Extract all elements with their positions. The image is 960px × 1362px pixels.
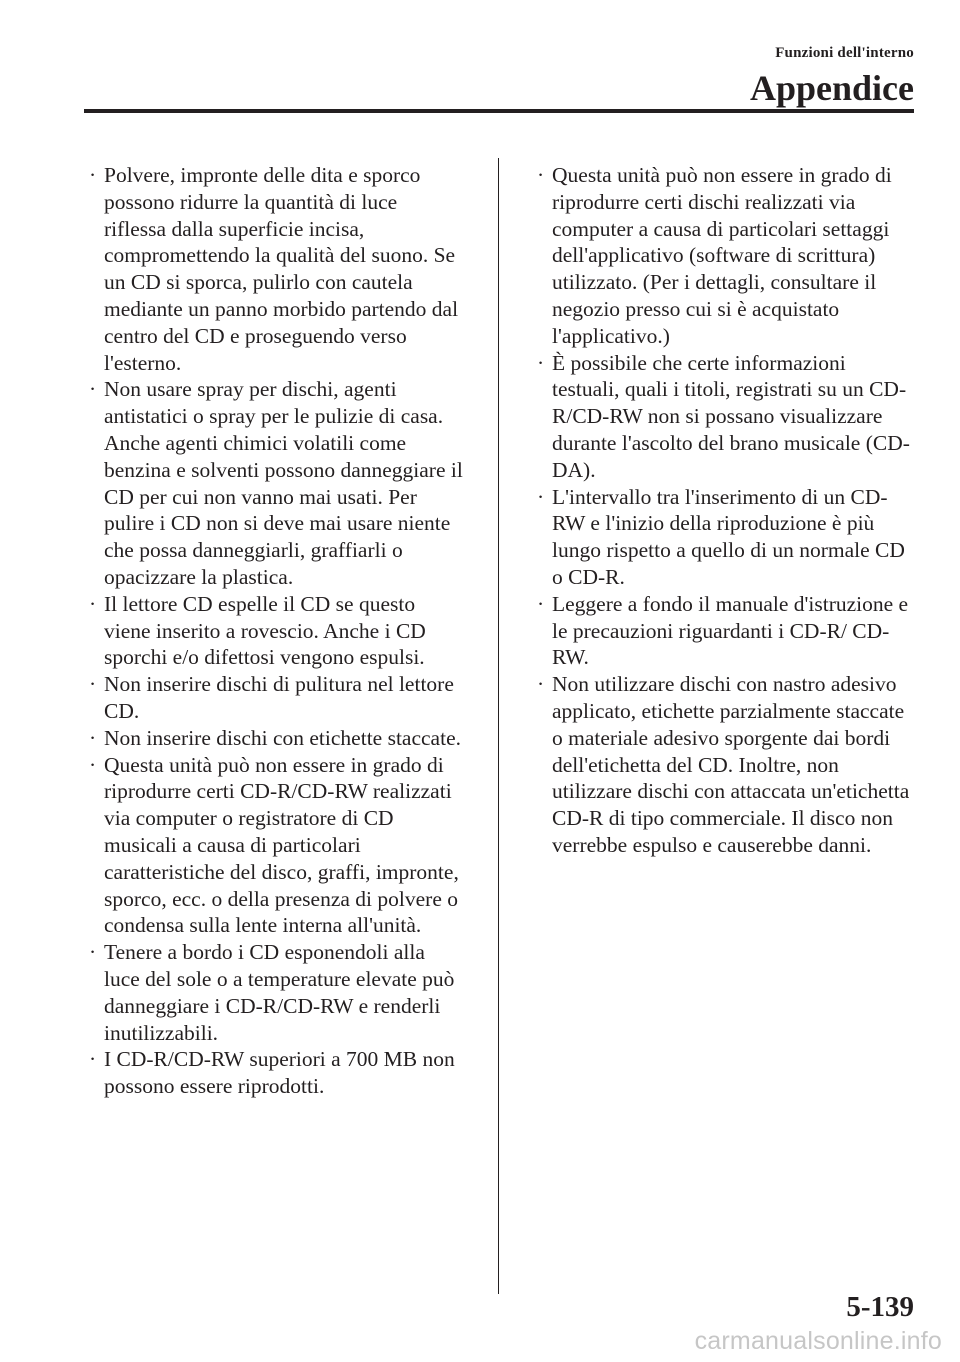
list-item	[84, 1046, 464, 1100]
list-item-text: Il lettore CD espelle il CD se questo viene inserito a rovescio. Anche i CD sporchi e/o difettosi vengono espulsi.	[104, 591, 426, 670]
bullet-icon: ·	[537, 350, 545, 375]
list-item	[84, 725, 464, 752]
list-item-text: Leggere a fondo il manuale d'istruzione e le precauzioni riguardanti i CD-R/ CD-RW.	[552, 591, 909, 670]
list-item	[532, 591, 912, 671]
bullet-icon: ·	[537, 591, 545, 616]
bullet-icon: ·	[89, 591, 97, 616]
bullet-icon: ·	[89, 752, 97, 777]
bullet-icon: ·	[89, 163, 97, 187]
bullet-icon: ·	[89, 672, 97, 697]
page-number: 5-139	[846, 1291, 914, 1323]
bullet-icon: ·	[89, 377, 97, 402]
list-item	[84, 939, 464, 1046]
left-column	[84, 162, 464, 1100]
list-item	[84, 752, 464, 940]
right-column	[532, 162, 912, 859]
list-item-text: Non utilizzare dischi con nastro adesivo applicato, etichette parzialmente staccate o materiale adesivo sporgente dai bordi dell'etichetta del CD. Inoltre, non utilizzare dischi con attaccata un'etichetta CD-R di tipo commerciale. Il disco non verrebbe espulso e causerebbe danni.	[552, 672, 910, 857]
list-item	[532, 162, 912, 350]
bullet-icon: ·	[89, 940, 97, 965]
list-item-text: Polvere, impronte delle dita e sporco possono ridurre la quantità di luce riflessa dalla superficie incisa, compromettendo la qualità del suono. Se un CD si sporca, pulirlo con cautela mediante un panno morbido partendo dal centro del CD e proseguendo verso l'esterno.	[104, 163, 459, 375]
list-item	[532, 671, 912, 859]
list-item	[84, 591, 464, 671]
bullet-icon: ·	[537, 484, 545, 509]
list-item	[532, 350, 912, 484]
bullet-icon: ·	[89, 1047, 97, 1072]
list-item-text: Questa unità può non essere in grado di riprodurre certi dischi realizzati via computer a causa di particolari settaggi dell'applicativo (software di scrittura) utilizzato. (Per i dettagli, consultare il negozio presso cui si è acquistato l'applicativo.)	[552, 163, 892, 348]
bullet-icon: ·	[537, 163, 545, 187]
list-item-text: Questa unità può non essere in grado di riprodurre certi CD-R/CD-RW realizzati via computer o registratore di CD musicali a causa di particolari caratteristiche del disco, graffi, impronte, sporco, ecc. o della presenza di polvere o condensa sulla lente interna all'unità.	[104, 752, 459, 938]
list-item-text: È possibile che certe informazioni testuali, quali i titoli, registrati su un CD-R/CD-RW non si possano visualizzare durante l'ascolto del brano musicale (CD-DA).	[552, 350, 910, 482]
watermark: carmanualsonline.info	[694, 1327, 942, 1355]
column-divider	[498, 158, 499, 1294]
list-item	[84, 671, 464, 725]
header-rule	[84, 109, 914, 113]
right-bullet-list	[532, 162, 912, 859]
bullet-icon: ·	[537, 672, 545, 697]
page-header	[750, 44, 914, 108]
list-item-text: Non usare spray per dischi, agenti antistatici o spray per le pulizie di casa. Anche agenti chimici volatili come benzina e solventi possono danneggiare il CD per cui non vanno mai usati. Per pulire i CD non si deve mai usare niente che possa danneggiarli, graffiarli o opacizzare la plastica.	[104, 377, 463, 589]
list-item-text: L'intervallo tra l'inserimento di un CD-RW e l'inizio della riproduzione è più lungo rispetto a quello di un normale CD o CD-R.	[552, 484, 905, 589]
list-item-text: Non inserire dischi con etichette staccate.	[104, 725, 461, 750]
chapter-title: Appendice	[749, 68, 914, 108]
list-item	[84, 376, 464, 590]
left-bullet-list	[84, 162, 464, 1100]
bullet-icon: ·	[89, 725, 97, 750]
list-item-text: I CD-R/CD-RW superiori a 700 MB non possono essere riprodotti.	[104, 1047, 455, 1099]
list-item-text: Non inserire dischi di pulitura nel lettore CD.	[104, 672, 454, 723]
section-label: Funzioni dell'interno	[775, 45, 914, 61]
list-item	[532, 484, 912, 591]
list-item	[84, 162, 464, 376]
list-item-text: Tenere a bordo i CD esponendoli alla luce del sole o a temperature elevate può danneggiare i CD-R/CD-RW e renderli inutilizzabili.	[104, 940, 455, 1045]
